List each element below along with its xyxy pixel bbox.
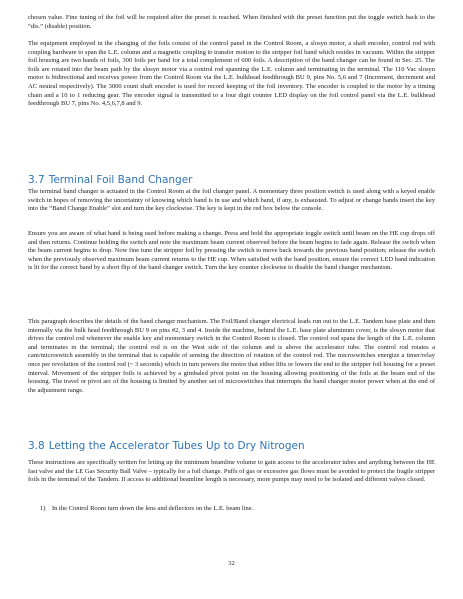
section-3-7-heading [28,174,193,187]
list-item-text: In the Control Room turn down the lens and deflectors on the L.E. beam line. [52,505,254,512]
section-title: Terminal Foil Band Changer [48,174,193,186]
section-title: Letting the Accelerator Tubes Up to Dry Nitrogen [48,440,305,452]
section-3-7-paragraph-3: This paragraph describes the details of the band changer mechanism. The Foil/Band changer electrical leads run out to the L.E. Tandem base plate and then internally via the bulk head feedthrough BU 9 on pins #2, 3 and 4. Inside the machine, behind the L.E. base plate aluminum cover, is the slosyn motor that drives the control rod whenever the enable key and momentary switch in the Control Room is closed. The control rod spans the length of the L.E. column and terminates in the terminal; the control rod is on the West side of the column and is above the accelerator tube. The control rod rotates a cam/microswitch assembly in the terminal that is capable of sensing the direction of rotation of the control rod. The microswitches energize a timer/relay once per revolution of the control rod (~ 3 seconds) which in turn powers the motor that either lifts or lowers the end to the stripper foil housing for a preset interval. Movement of the stripper foils is achieved by a gimbaled pivot point on the housing allowing positioning of the foils at the beam end of the housing. The travel or pivot arc of the housing is limited by another set of microswitches that interrupts the band changer motor power when at the end of the adjustment range. [28,318,435,394]
section-3-8-heading [28,440,305,453]
page-number: 32 [228,560,235,567]
section-3-7-paragraph-1: The terminal band changer is actuated in the Control Room at the foil changer panel. A momentary three position switch is used along with a keyed enable switch in hopes of removing the uncertainty of knowing which band is in use and which band, if any, is exhausted. To adjust or change bands insert the key into the “Band Change Enable” slot and turn the key clockwise. The key is kept in the red box below the console. [28,188,435,213]
list-item [40,505,435,514]
intro-paragraph-1: chosen value. Fine tuning of the foil will be required after the preset is reached. When finished with the preset function put the toggle switch back to the “dis.” (disable) position. [28,14,435,30]
list-marker: 1) [40,505,46,512]
section-3-7-paragraph-2: Ensure you are aware of what band is being used before making a change. Press and hold the appropriate toggle switch until beam on the HE cup drops off and then returns. Continue holding the switch and note the maximum beam current observed before the beam begins to fade again. Release the switch when the beam current begins to drop. Now fine tune the stripper foil by pressing the switch to move back towards the previous band position; release the switch when the previously observed maximum beam current returns to the HE cup. When satisfied with the band position, ensure the correct LED band indication is lit for the correct band by a short flip of the band changer switch. Turn the key counter clockwise to disable the band changer mechanism. [28,230,435,272]
section-number: 3.8 [28,440,45,452]
section-number: 3.7 [28,174,45,186]
section-3-8-paragraph-1: These instructions are specifically written for letting up the minimum beamline volume to gain access to the accelerator tubes and anything between the HE fast valve and the LE Gas Security Ball Valve – typically for a foil change. Puffs of gas or excessive gas flows must be avoided to protect the fragile stripper foils in the terminal of the Tandem. If access to additional beamline length is necessary, more pumps may need to be isolated and different valves closed. [28,459,435,484]
intro-paragraph-2: The equipment employed in the changing of the foils consist of the control panel in the Control Room, a slosyn motor, a shaft encoder, control rod with coupling hardware to span the L.E. column and a magnetic coupling to transfer motion to the stripper foil band which resides in vacuum. Within the stripper foil housing are two bands of foils, 300 foils per band for a total complement of 600 foils. A description of the band changer can be found in Sec. 25. The foils are rotated into the beam path by the slosyn motor via a control rod spanning the L.E. column and terminating in the terminal. The 110 Vac slosyn motor is bidirectional and receives power from the Control Room via the L.E. bulkhead feedthrough BU 9, pins No. 5,6 and 7 (Increment, decrement and AC neutral respectively). The 3000 count shaft encoder is used for record keeping of the foil inventory. The encoder is coupled to the motor by a timing chain and a 10 to 1 reducing gear. The encoder signal is transmitted to a four digit counter LED display on the foil control panel via the L.E. bulkhead feedthrough BU 7, pins No. 4,5,6,7,8 and 9. [28,40,435,108]
